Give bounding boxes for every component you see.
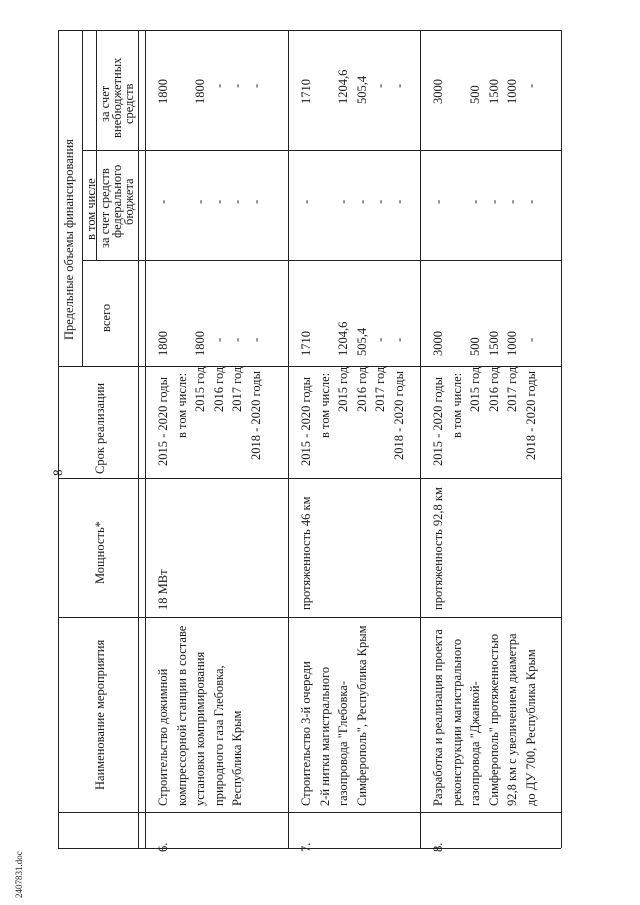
row-name-line: 2-й нитки магистрального — [317, 666, 332, 806]
row-name-line: природного газа Глебовка, — [211, 665, 226, 806]
row-name-line: газопровода "Глебовка- — [336, 681, 351, 806]
row-federal: - — [299, 199, 313, 204]
header-power: Мощность* — [93, 521, 107, 584]
row-federal: - — [211, 199, 226, 204]
col-line-extra-federal — [82, 150, 561, 151]
row-total: - — [392, 337, 406, 342]
table-header-top-line — [58, 30, 59, 848]
row-total: - — [230, 337, 245, 342]
row-period: 2017 год — [505, 366, 520, 412]
header-total: всего — [99, 303, 113, 332]
row-federal: - — [373, 199, 388, 204]
row-total: 3000 — [431, 331, 445, 356]
header-period: Срок реализации — [93, 382, 107, 474]
row-extra: 1710 — [299, 79, 313, 104]
row-total: 500 — [468, 337, 483, 356]
row-period: 2015 год — [468, 366, 483, 412]
row-separator-line — [288, 30, 289, 848]
header-limits: Предельные объемы финансирования — [62, 139, 76, 340]
row-name-line: до ДУ 700, Республика Крым — [524, 649, 538, 806]
header-federal-3: бюджета — [122, 178, 136, 225]
row-period: 2015 - 2020 годы — [431, 376, 445, 466]
header-extra-3: средств — [122, 83, 136, 124]
row-number: 8. — [431, 842, 445, 852]
row-federal: - — [524, 199, 538, 204]
row-extra: 3000 — [431, 79, 445, 104]
row-period: 2017 год — [230, 366, 245, 412]
row-extra: 500 — [468, 85, 483, 104]
row-extra: - — [524, 83, 538, 88]
row-extra: 1800 — [193, 79, 208, 104]
header-federal-2: федерального — [110, 164, 124, 238]
row-federal: - — [486, 199, 501, 204]
row-extra: - — [249, 83, 263, 88]
col-line-federal-total — [82, 260, 561, 261]
page-number: 8 — [50, 469, 65, 476]
row-name-line: Республика Крым — [230, 710, 245, 806]
row-federal: - — [336, 199, 351, 204]
header-federal-1: за счет средств — [98, 168, 112, 248]
row-name-line: Разработка и реализация проекта — [431, 629, 445, 806]
row-period: 2018 - 2020 годы — [249, 370, 263, 460]
row-name-line: компрессорной станции в составе — [174, 625, 189, 806]
header-extra-2: внебюджетных — [110, 57, 124, 138]
row-total: 1800 — [156, 331, 170, 356]
row-name-line: газопровода "Джанкой- — [468, 681, 483, 806]
row-extra: - — [392, 83, 406, 88]
limits-under-line — [82, 30, 83, 366]
row-number: 7. — [299, 842, 313, 852]
row-name-line: Симферополь" протяженностью — [486, 633, 501, 806]
row-extra: - — [373, 83, 388, 88]
row-period: 2015 - 2020 годы — [299, 376, 313, 466]
row-period: в том числе: — [174, 372, 189, 438]
col-line-period-power — [58, 478, 561, 479]
header-including: в том числе — [84, 178, 98, 240]
row-period: в том числе: — [449, 372, 464, 438]
footer-filename: 2407831.doc — [14, 851, 24, 898]
row-period: 2016 год — [211, 366, 226, 412]
row-total: 1000 — [505, 331, 520, 356]
row-name-line: установки компримирования — [193, 651, 208, 806]
row-federal: - — [249, 199, 263, 204]
row-total: 505,4 — [354, 327, 369, 356]
col-line-name-num — [58, 812, 561, 813]
row-period: 2017 год — [373, 366, 388, 412]
col-line-power-name — [58, 617, 561, 618]
row-name-line: Строительство дожимной — [156, 668, 170, 806]
row-extra: 1500 — [486, 79, 501, 104]
row-total: 1800 — [193, 331, 208, 356]
row-federal: - — [230, 199, 245, 204]
row-total: 1710 — [299, 331, 313, 356]
row-total: - — [524, 337, 538, 342]
row-separator-line — [420, 30, 421, 848]
row-name-line: реконструкции магистрального — [449, 638, 464, 806]
row-extra: 1800 — [156, 79, 170, 104]
row-total: 1500 — [486, 331, 501, 356]
row-separator-line — [145, 30, 146, 848]
row-period: 2018 - 2020 годы — [524, 370, 538, 460]
row-extra: 505,4 — [354, 75, 369, 104]
row-power: протяженность 46 км — [299, 496, 313, 610]
table-right-border — [561, 30, 562, 848]
row-federal: - — [505, 199, 520, 204]
row-power: 18 МВт — [156, 569, 170, 610]
header-separator-line — [138, 30, 139, 848]
row-federal: - — [468, 199, 483, 204]
row-extra: 1204,6 — [336, 69, 351, 104]
col-line-right-outer — [58, 30, 561, 31]
row-period: 2015 год — [336, 366, 351, 412]
row-period: 2016 год — [354, 366, 369, 412]
row-name-line: Симферополь", Республика Крым — [354, 625, 369, 806]
row-federal: - — [431, 199, 445, 204]
row-federal: - — [193, 199, 208, 204]
col-line-total-period — [58, 366, 561, 367]
row-extra: - — [211, 83, 226, 88]
row-federal: - — [392, 199, 406, 204]
row-power: протяженность 92,8 км — [431, 487, 445, 610]
row-name-line: 92,8 км с увеличением диаметра — [505, 633, 520, 806]
row-federal: - — [354, 199, 369, 204]
row-total: 1204,6 — [336, 321, 351, 356]
row-extra: 1000 — [505, 79, 520, 104]
row-total: - — [249, 337, 263, 342]
row-period: 2018 - 2020 годы — [392, 370, 406, 460]
row-period: 2015 год — [193, 366, 208, 412]
header-extra-1: за счет — [98, 85, 112, 122]
row-period: 2016 год — [486, 366, 501, 412]
row-name-line: Строительство 3-й очереди — [299, 661, 313, 806]
row-period: в том числе: — [317, 372, 332, 438]
row-extra: - — [230, 83, 245, 88]
header-name: Наименование мероприятия — [93, 639, 107, 790]
row-total: - — [373, 337, 388, 342]
row-number: 6. — [156, 842, 170, 852]
row-total: - — [211, 337, 226, 342]
row-period: 2015 - 2020 годы — [156, 376, 170, 466]
row-federal: - — [156, 199, 170, 204]
